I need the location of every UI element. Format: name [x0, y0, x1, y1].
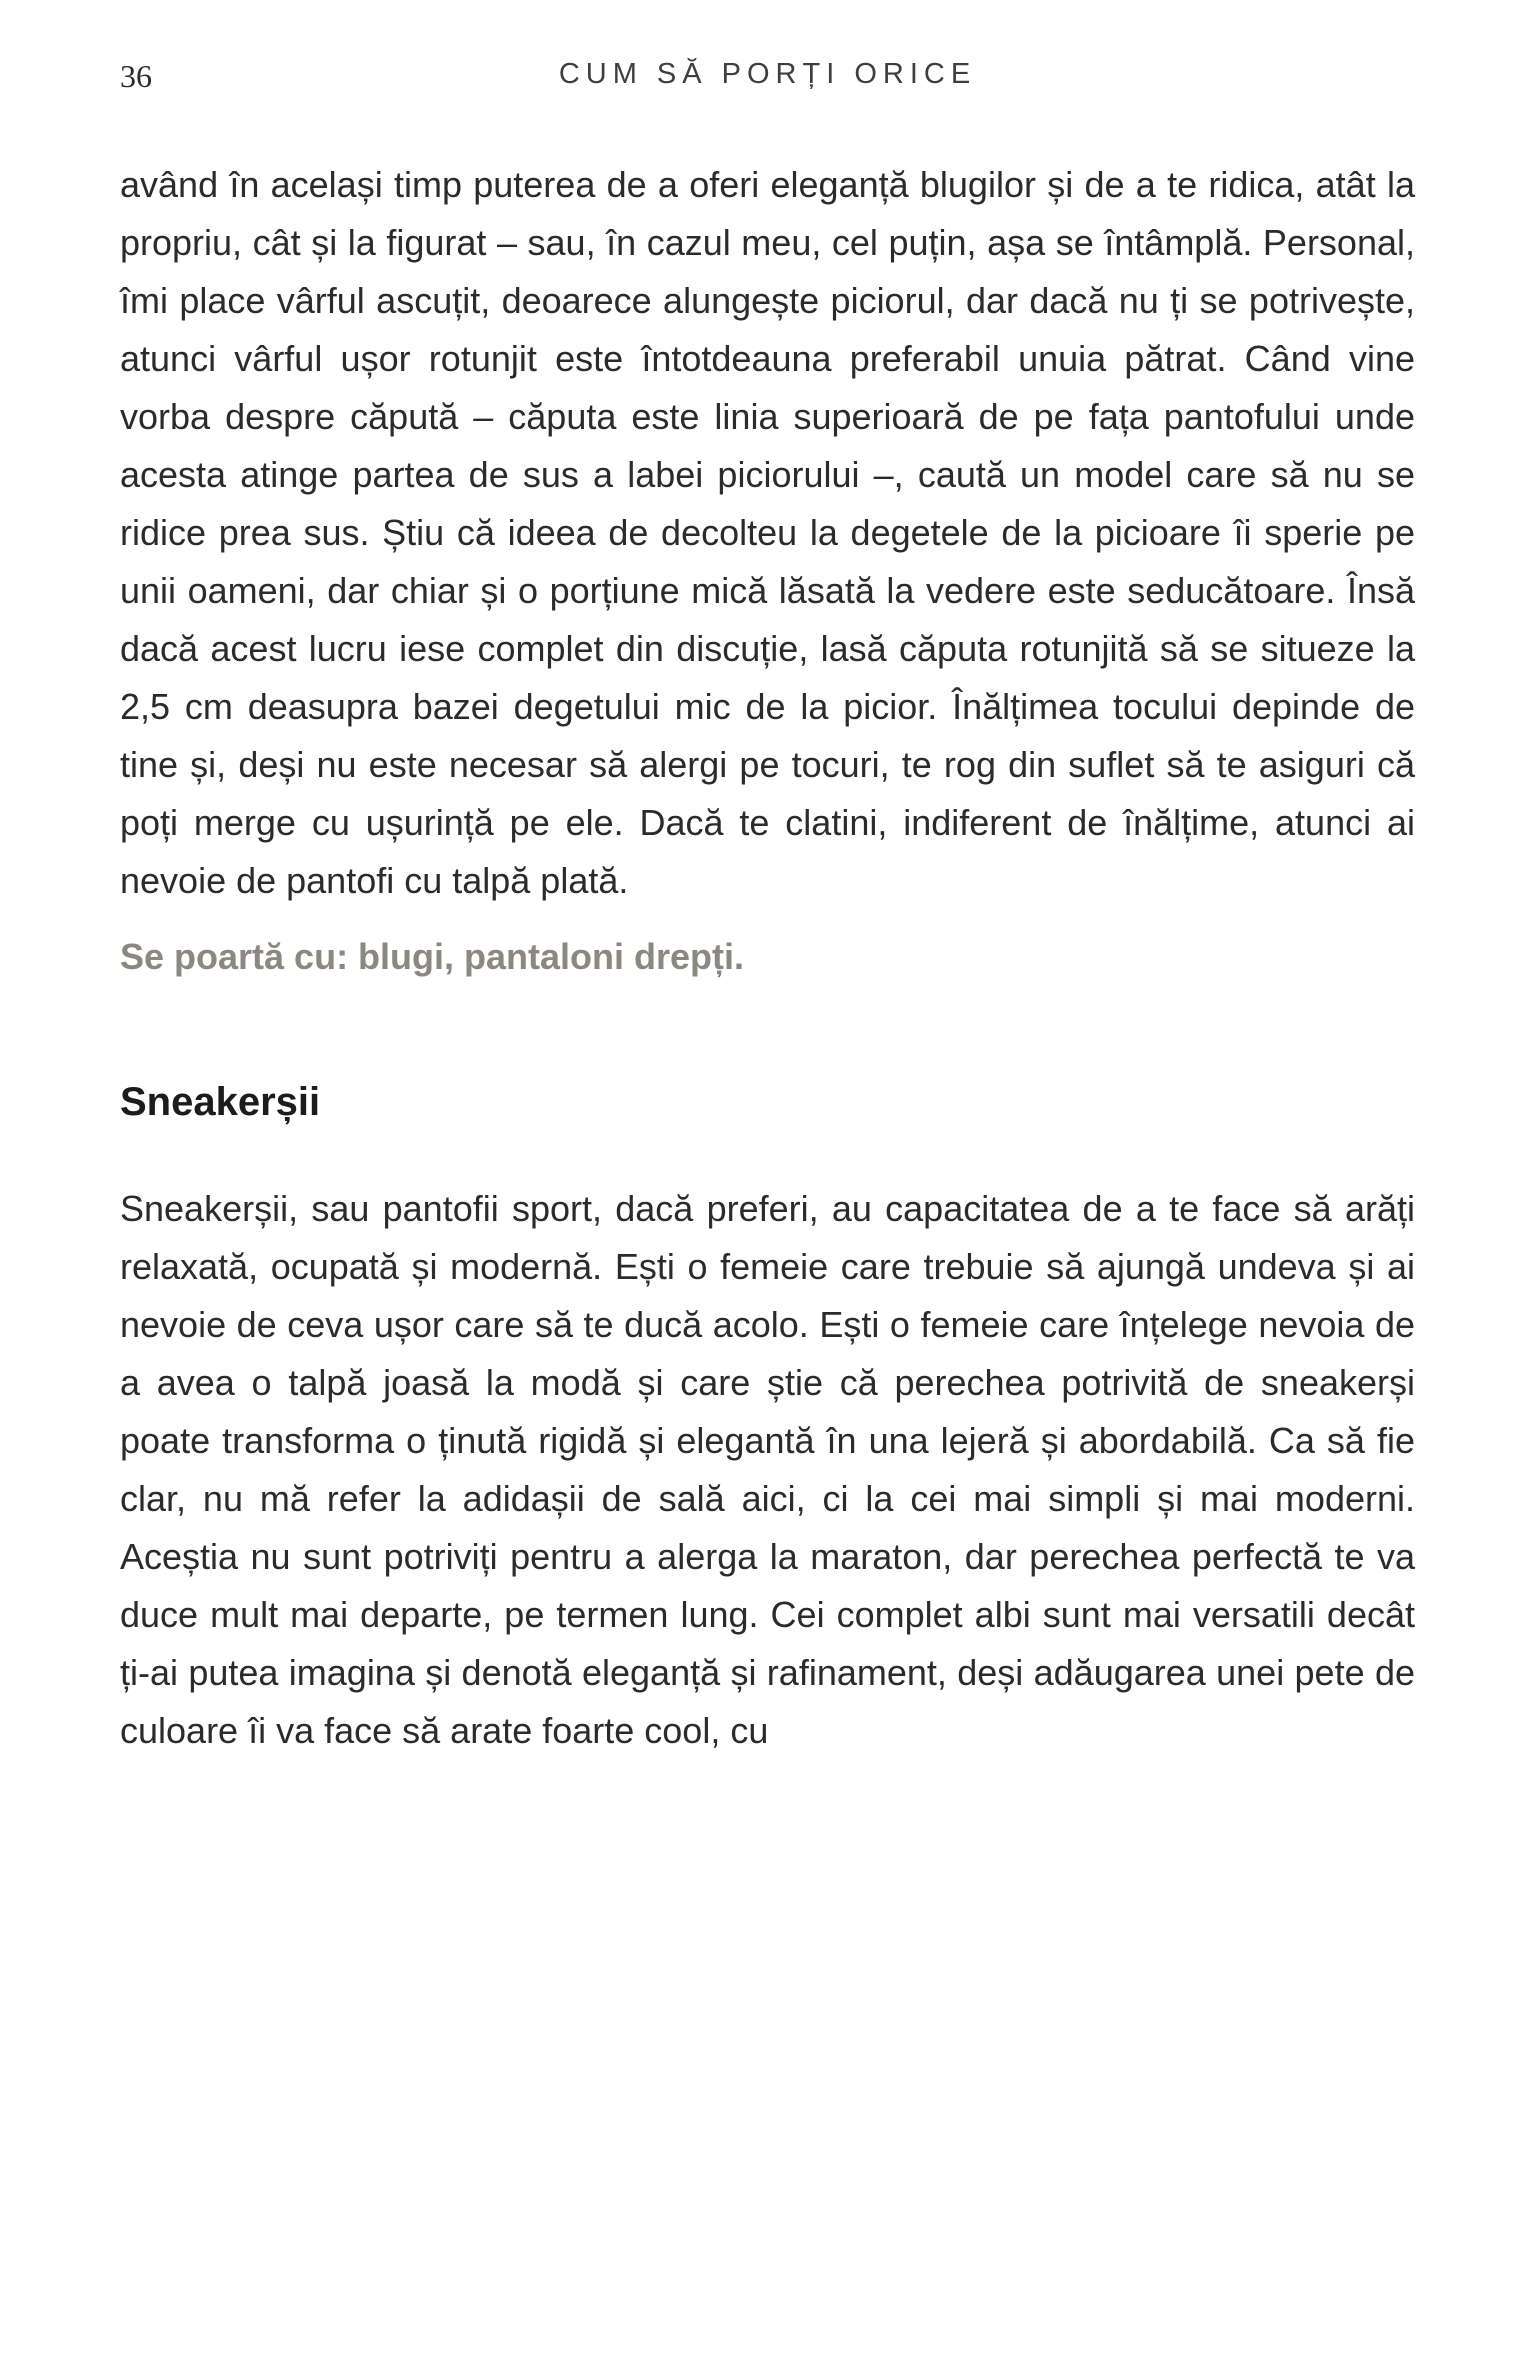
wear-note: Se poartă cu: blugi, pantaloni drepți.: [120, 936, 745, 977]
page-body: [120, 156, 1415, 1760]
page-number: 36: [120, 58, 152, 94]
running-title: CUM SĂ PORȚI ORICE: [558, 58, 977, 90]
page-header: [120, 58, 1415, 102]
paragraph-heels: având în același timp puterea de a oferi eleganță blugilor și de a te ridica, atât la propriu, cât și la figurat – sau, în cazul meu, cel puțin, așa se întâmplă. Personal, îmi place vârful ascuțit, deoarece alungește piciorul, dar dacă nu ți se potrivește, atunci vârful ușor rotunjit este întotdeauna preferabil unuia pătrat. Când vine vorba despre căpută – căputa este linia superioară de pe fața pantofului unde acesta atinge partea de sus a labei piciorului –, caută un model care să nu se ridice prea sus. Știu că ideea de decolteu la degetele de la picioare îi sperie pe unii oameni, dar chiar și o porțiune mică lăsată la vedere este seducătoare. Însă dacă acest lucru iese complet din discuție, lasă căputa rotunjită să se situeze la 2,5 cm deasupra bazei degetului mic de la picior. Înălțimea tocului depinde de tine și, deși nu este necesar să alergi pe tocuri, te rog din suflet să te asiguri că poți merge cu ușurință pe ele. Dacă te clatini, indiferent de înălțime, atunci ai nevoie de pantofi cu talpă plată.: [120, 164, 1415, 901]
paragraph-sneakers: Sneakerșii, sau pantofii sport, dacă preferi, au capacitatea de a te face să arăți relaxată, ocupată și modernă. Ești o femeie care trebuie să ajungă undeva și ai nevoie de ceva ușor care să te ducă acolo. Ești o femeie care înțelege nevoia de a avea o talpă joasă la modă și care știe că perechea potrivită de sneakerși poate transforma o ținută rigidă și elegantă în una lejeră și abordabilă. Ca să fie clar, nu mă refer la adidașii de sală aici, ci la cei mai simpli și mai moderni. Aceștia nu sunt potriviți pentru a alerga la maraton, dar perechea perfectă te va duce mult mai departe, pe termen lung. Cei complet albi sunt mai versatili decât ți-ai putea imagina și denotă eleganță și rafinament, deși adăugarea unei pete de culoare îi va face să arate foarte cool, cu: [120, 1188, 1415, 1751]
section-heading-sneakers: Sneakerșii: [120, 1080, 321, 1124]
